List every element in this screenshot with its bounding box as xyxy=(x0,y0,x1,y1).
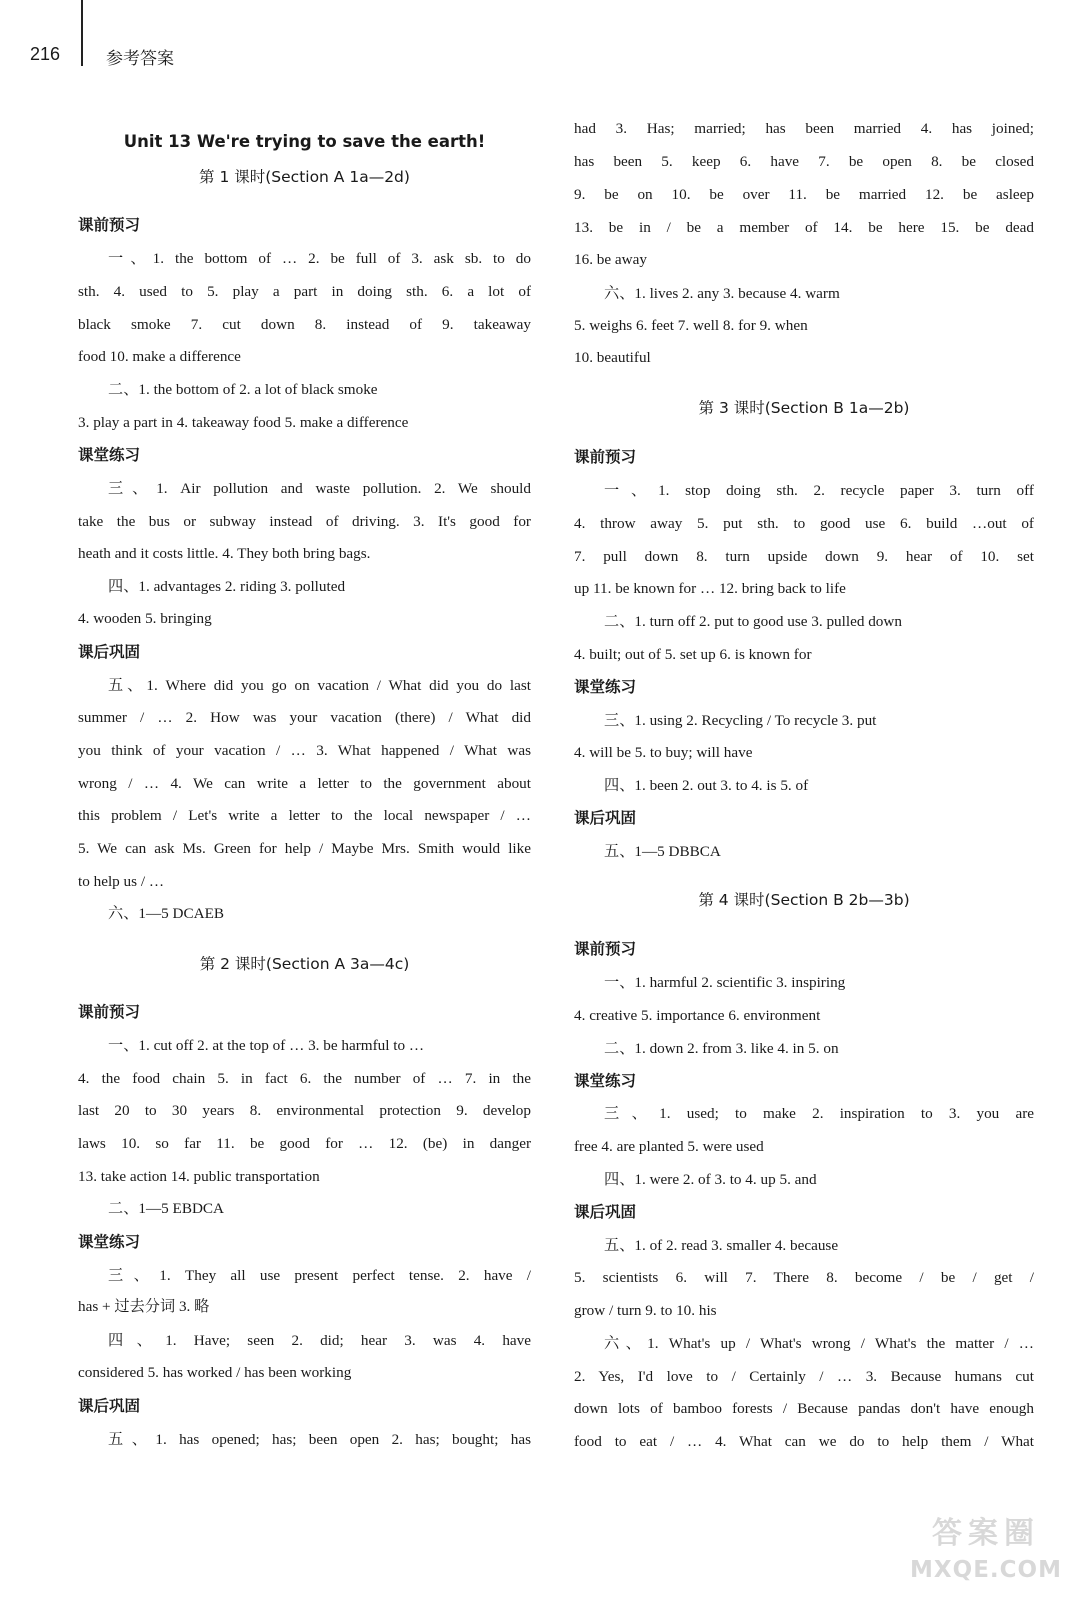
answer-line: 二、1. down 2. from 3. like 4. in 5. on xyxy=(604,1040,839,1057)
answer-line: 10. beautiful xyxy=(574,349,651,366)
answer-line: sth. 4. used to 5. play a part in doing sth. 6. a lot of xyxy=(78,283,531,300)
answer-line: 四、1. been 2. out 3. to 4. is 5. of xyxy=(604,777,809,794)
answer-line: down lots of bamboo forests / Because pandas don't have enough xyxy=(574,1400,1034,1417)
section-preview: 课前预习 xyxy=(574,448,637,466)
answer-line: wrong / … 4. We can write a letter to the government about xyxy=(78,775,531,792)
answer-line: 13. take action 14. public transportation xyxy=(78,1168,320,1185)
answer-line: 三、1. Air pollution and waste pollution. 2. We should xyxy=(108,480,531,497)
answer-line: grow / turn 9. to 10. his xyxy=(574,1302,717,1319)
answer-line: heath and it costs little. 4. They both bring bags. xyxy=(78,545,371,562)
answer-line: 13. be in / be a member of 14. be here 15. be dead xyxy=(574,219,1034,236)
lesson-2-title: 第 2 课时(Section A 3a—4c) xyxy=(199,955,410,973)
answer-line: 5. weighs 6. feet 7. well 8. for 9. when xyxy=(574,317,808,334)
section-review: 课后巩固 xyxy=(78,1397,141,1415)
answer-line: food to eat / … 4. What can we do to help them / What xyxy=(574,1433,1034,1450)
answer-line: black smoke 7. cut down 8. instead of 9. takeaway xyxy=(78,316,531,333)
answer-line: considered 5. has worked / has been working xyxy=(78,1364,352,1381)
answer-line: 2. Yes, I'd love to / Certainly / … 3. Because humans cut xyxy=(574,1368,1034,1385)
watermark-bottom: MXQE.COM xyxy=(910,1557,1062,1583)
answer-line: 一、1. stop doing sth. 2. recycle paper 3. turn off xyxy=(604,482,1034,499)
answer-line: 六、1—5 DCAEB xyxy=(108,905,225,922)
answer-line: take the bus or subway instead of driving. 3. It's good for xyxy=(78,513,531,530)
answer-line: 9. be on 10. be over 11. be married 12. be asleep xyxy=(574,186,1034,203)
answer-line: 六、1. What's up / What's wrong / What's the matter / … xyxy=(604,1335,1034,1352)
watermark-top: 答案圈 xyxy=(932,1516,1040,1551)
answer-line: had 3. Has; married; has been married 4. has joined; xyxy=(574,120,1034,137)
answer-line: 四、1. were 2. of 3. to 4. up 5. and xyxy=(604,1171,817,1188)
answer-line: 五、1—5 DBBCA xyxy=(604,843,721,860)
answer-line: 二、1. turn off 2. put to good use 3. pulled down xyxy=(604,613,902,630)
lesson-3-title: 第 3 课时(Section B 1a—2b) xyxy=(698,399,910,417)
watermark-logo xyxy=(906,1512,1066,1594)
section-preview: 课前预习 xyxy=(78,1003,141,1021)
answer-line: 四、1. advantages 2. riding 3. polluted xyxy=(108,578,346,595)
section-review: 课后巩固 xyxy=(574,809,637,827)
answer-line: free 4. are planted 5. were used xyxy=(574,1138,764,1155)
section-classwork: 课堂练习 xyxy=(574,1072,637,1090)
answer-line: 4. wooden 5. bringing xyxy=(78,610,212,627)
answer-line: 三、1. using 2. Recycling / To recycle 3. put xyxy=(604,712,877,729)
answer-line: 一、1. the bottom of … 2. be full of 3. ask sb. to do xyxy=(108,250,531,267)
answer-line: to help us / … xyxy=(78,873,165,890)
answer-line: food 10. make a difference xyxy=(78,348,241,365)
answer-line: last 20 to 30 years 8. environmental protection 9. develop xyxy=(78,1102,531,1119)
unit-title: Unit 13 We're trying to save the earth! xyxy=(123,132,486,151)
answer-line: laws 10. so far 11. be good for … 12. (be) in danger xyxy=(78,1135,531,1152)
answer-line: 4. will be 5. to buy; will have xyxy=(574,744,753,761)
lesson-4-title: 第 4 课时(Section B 2b—3b) xyxy=(698,891,910,909)
answer-line: 一、1. cut off 2. at the top of … 3. be harmful to … xyxy=(108,1037,425,1054)
section-review: 课后巩固 xyxy=(78,643,141,661)
answer-line: up 11. be known for … 12. bring back to life xyxy=(574,580,846,597)
answer-line: 3. play a part in 4. takeaway food 5. make a difference xyxy=(78,414,409,431)
answer-line: 六、1. lives 2. any 3. because 4. warm xyxy=(604,285,840,302)
answer-line: 5. scientists 6. will 7. There 8. become / be / get / xyxy=(574,1269,1034,1286)
answer-line: 4. creative 5. importance 6. environment xyxy=(574,1007,821,1024)
answer-line: 四、1. Have; seen 2. did; hear 3. was 4. have xyxy=(108,1332,531,1349)
header-rule xyxy=(81,0,83,66)
answer-line: 一、1. harmful 2. scientific 3. inspiring xyxy=(604,974,846,991)
section-classwork: 课堂练习 xyxy=(78,446,141,464)
page-number: 216 xyxy=(30,44,61,64)
answer-line: 二、1—5 EBDCA xyxy=(108,1200,225,1217)
answer-line: 三、1. used; to make 2. inspiration to 3. you are xyxy=(604,1105,1034,1122)
answer-line: 7. pull down 8. turn upside down 9. hear of 10. set xyxy=(574,548,1034,565)
section-preview: 课前预习 xyxy=(574,940,637,958)
answer-line: this problem / Let's write a letter to the local newspaper / … xyxy=(78,807,531,824)
answer-line: 二、1. the bottom of 2. a lot of black smoke xyxy=(108,381,378,398)
section-review: 课后巩固 xyxy=(574,1203,637,1221)
section-preview: 课前预习 xyxy=(78,216,141,234)
answer-line: 三、1. They all use present perfect tense. 2. have / xyxy=(108,1267,531,1284)
section-classwork: 课堂练习 xyxy=(78,1233,141,1251)
section-classwork: 课堂练习 xyxy=(574,678,637,696)
lesson-1-title: 第 1 课时(Section A 1a—2d) xyxy=(199,168,410,186)
answer-line: 4. the food chain 5. in fact 6. the number of … 7. in the xyxy=(78,1070,531,1087)
header-title: 参考答案 xyxy=(106,49,174,69)
answer-line: has + 过去分词 3. 略 xyxy=(78,1298,210,1315)
answer-line: 4. built; out of 5. set up 6. is known for xyxy=(574,646,812,663)
answer-line: has been 5. keep 6. have 7. be open 8. be closed xyxy=(574,153,1034,170)
answer-line: 五、1. has opened; has; been open 2. has; bought; has xyxy=(108,1431,531,1448)
answer-line: summer / … 2. How was your vacation (there) / What did xyxy=(78,709,531,726)
answer-line: 五、1. Where did you go on vacation / What did you do last xyxy=(108,677,531,694)
answer-line: you think of your vacation / … 3. What happened / What was xyxy=(78,742,531,759)
answer-line: 五、1. of 2. read 3. smaller 4. because xyxy=(604,1237,839,1254)
answer-line: 4. throw away 5. put sth. to good use 6. build …out of xyxy=(574,515,1034,532)
answer-line: 5. We can ask Ms. Green for help / Maybe Mrs. Smith would like xyxy=(78,840,531,857)
answer-line: 16. be away xyxy=(574,251,647,268)
